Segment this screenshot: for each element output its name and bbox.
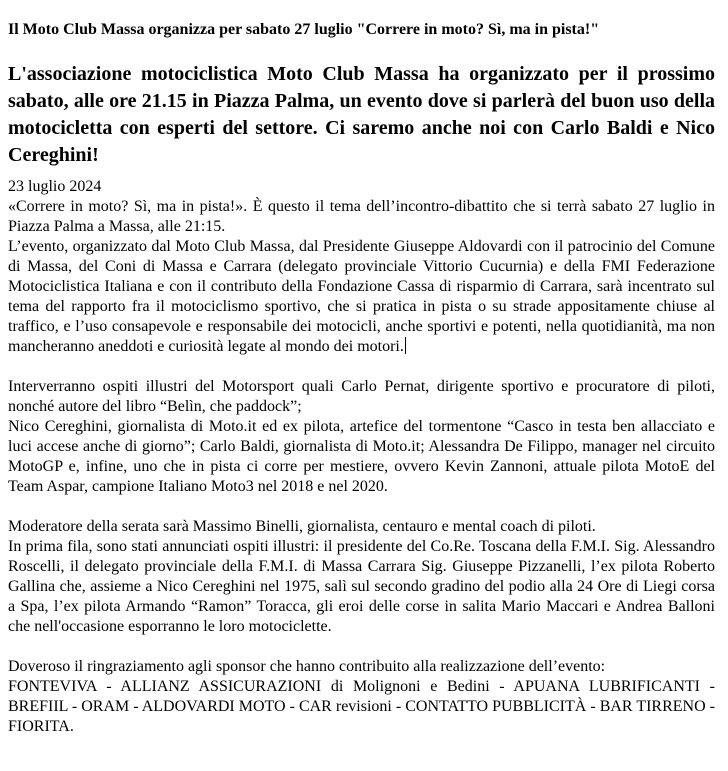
paragraph-front-row: In prima fila, sono stati annunciati ospiti illustri: il presidente del Co.Re. Toscana della F.M.I. Sig. Alessandro Roscelli, il delegato provinciale della F.M.I. di Massa Carrara Sig. Giuseppe Pizzanelli, l’ex pilota Roberto Gallina che, assieme a Nico Cereghini nel 1975, salì sul secondo gradino del podio alla 24 Ore di Liegi corsa a Spa, l’ex pilota Armando “Ramon” Toracca, gli eroi delle corse in salita Mario Maccari e Andrea Balloni che nell'occasione esporranno le loro motociclette. [8, 538, 715, 635]
paragraph-spacer [8, 637, 715, 657]
paragraph-guests: Interverranno ospiti illustri del Motorsport quali Carlo Pernat, dirigente sportivo e procuratore di piloti, nonché autore del libro “Belìn, che paddock”; [8, 378, 715, 415]
sponsor-list: FONTEVIVA - ALLIANZ ASSICURAZIONI di Molignoni e Bedini - APUANA LUBRIFICANTI - BREFIIL - ORAM - ALDOVARDI MOTO - CAR revisioni - CONTATTO PUBBLICITÀ - BAR TIRRENO - FIORITA. [8, 678, 715, 735]
text-cursor [405, 337, 406, 354]
article-lead: L'associazione motociclistica Moto Club Massa ha organizzato per il prossimo sabato, alle ore 21.15 in Piazza Palma, un evento dove si parlerà del buon uso della motocicletta con esperti del settore. Ci saremo anche noi con Carlo Baldi e Nico Cereghini! [8, 63, 715, 166]
paragraph-guests-more: Nico Cereghini, giornalista di Moto.it ed ex pilota, artefice del tormentone “Casco in testa ben allacciato e luci accese anche di giorno”; Carlo Baldi, giornalista di Moto.it; Alessandra De Filippo, manager nel circuito MotoGP e, infine, uno che in pista ci corre per mestiere, ovvero Kevin Zannoni, attuale pilota MotoE del Team Aspar, campione Italiano Moto3 nel 2018 e nel 2020. [8, 418, 715, 495]
paragraph-event[interactable] [8, 237, 715, 357]
paragraph-moderator: Moderatore della serata sarà Massimo Binelli, giornalista, centauro e mental coach di piloti. [8, 518, 596, 535]
paragraph-spacer [8, 497, 715, 517]
article-title: Il Moto Club Massa organizza per sabato 27 luglio "Correre in moto? Sì, ma in pista!" [8, 21, 600, 38]
paragraph-event-text: L’evento, organizzato dal Moto Club Massa, dal Presidente Giuseppe Aldovardi con il patrocinio del Comune di Massa, del Coni di Massa e Carrara (delegato provinciale Vittorio Cucurnia) e della FMI Federazione Motociclistica Italiana e con il contributo della Fondazione Cassa di risparmio di Carrara, sarà incentrato sul tema del rapporto fra il motociclismo sportivo, che si pratica in pista o su strade appositamente chiuse al traffico, e l’uso consapevole e responsabile dei motocicli, anche sportivi e potenti, nella quotidianità, ma non mancheranno aneddoti e curiosità legate al mondo dei motori. [8, 238, 715, 355]
article-date: 23 luglio 2024 [8, 178, 102, 195]
paragraph-intro: «Correre in moto? Sì, ma in pista!». È questo il tema dell’incontro-dibattito che si terrà sabato 27 luglio in Piazza Palma a Massa, alle 21:15. [8, 198, 715, 235]
article-body[interactable] [8, 177, 715, 737]
paragraph-spacer [8, 357, 715, 377]
paragraph-thanks: Doveroso il ringraziamento agli sponsor che hanno contribuito alla realizzazione dell’evento: [8, 658, 606, 675]
